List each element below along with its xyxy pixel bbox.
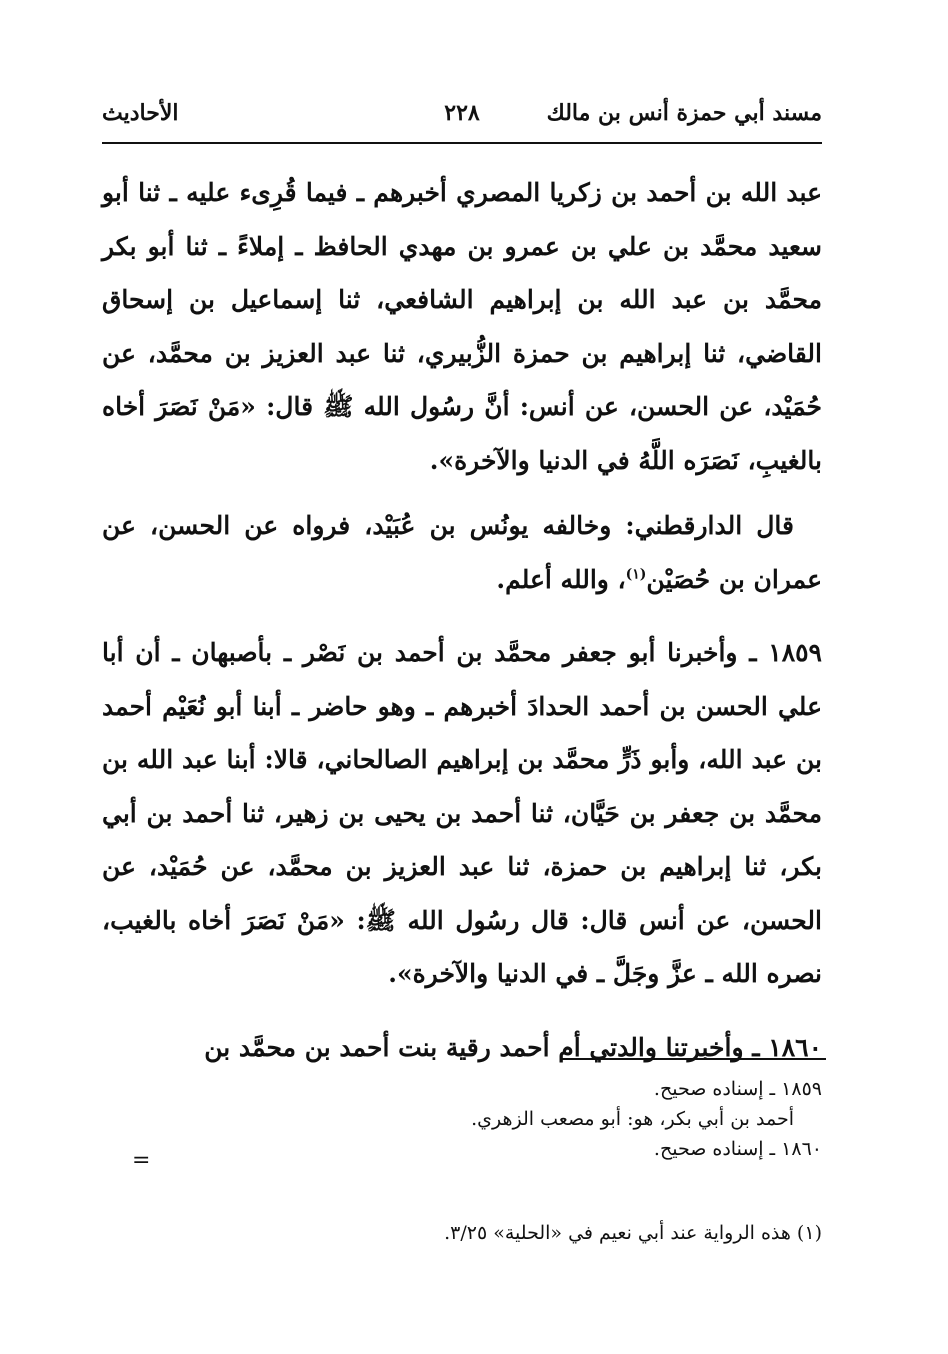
paragraph-daraqutni-comment <box>102 499 822 606</box>
section-title: الأحاديث <box>102 100 179 126</box>
note-1860: ١٨٦٠ ـ إسناده صحيح. <box>653 1138 822 1160</box>
continuation-mark: = <box>132 1148 151 1173</box>
main-text <box>102 166 822 1094</box>
editor-notes <box>102 1074 822 1164</box>
hadith-1860 <box>102 1021 822 1075</box>
page-header <box>102 92 822 144</box>
daraqutni-text-end: ، والله أعلم. <box>496 564 626 594</box>
footnote-reference: (١) <box>625 566 647 583</box>
hadith-text: ـ وأخبرنا أبو جعفر محمَّد بن أحمد بن نَصْر ـ بأصبهان ـ أن أبا علي الحسن بن أحمد الحدادَ أخبرهم ـ وهو حاضر ـ أبنا أبو نُعَيْم أحمد بن عبد الله، وأبو ذَرٍّ محمَّد بن إبراهيم الصالحاني، قالا: أبنا عبد الله بن محمَّد بن جعفر بن حَيَّان، ثنا أحمد بن يحيى بن زهير، ثنا أحمد بن أبي بكر، ثنا إبراهيم بن حمزة، ثنا عبد العزيز بن محمَّد، عن حُمَيْد، عن الحسن، عن أنس قال: قال رسُول الله ﷺ: «مَنْ نَصَرَ أخاه بالغيب، نصره الله ـ عزَّ وجَلَّ ـ في الدنيا والآخرة». <box>102 638 822 988</box>
hadith-number: ١٨٥٩ <box>768 638 822 667</box>
daraqutni-text: قال الدارقطني: وخالفه يونُس بن عُبَيْد، فرواه عن الحسن، عن عمران بن حُصَيْن <box>102 511 822 594</box>
note-1859-detail: أحمد بن أبي بكر، هو: أبو مصعب الزهري. <box>471 1108 794 1130</box>
notes-divider <box>560 1058 826 1060</box>
paragraph-isnad-continuation: عبد الله بن أحمد بن زكريا المصري أخبرهم ـ فيما قُرِىء عليه ـ ثنا أبو سعيد محمَّد بن علي بن عمرو بن مهدي الحافظ ـ إملاءً ـ ثنا أبو بكر محمَّد بن عبد الله بن إبراهيم الشافعي، ثنا إسماعيل بن إسحاق القاضي، ثنا إبراهيم بن حمزة الزُّبيري، ثنا عبد العزيز بن محمَّد، عن حُمَيْد، عن الحسن، عن أنس: أنَّ رسُول الله ﷺ قال: «مَنْ نَصَرَ أخاه بالغيبِ، نَصَرَه اللَّهُ في الدنيا والآخرة». <box>102 178 822 475</box>
book-title: مسند أبي حمزة أنس بن مالك <box>546 100 822 126</box>
page-number: ٢٢٨ <box>444 100 480 126</box>
hadith-text: ـ وأخبرتنا والدتي أم أحمد رقية بنت أحمد بن محمَّد بن <box>204 1032 760 1062</box>
hadith-number: ١٨٦٠ <box>768 1032 822 1062</box>
footnote: (١) هذه الرواية عند أبي نعيم في «الحلية» ٣/٢٥. <box>444 1222 822 1244</box>
hadith-1859 <box>102 626 822 1001</box>
note-1859: ١٨٥٩ ـ إسناده صحيح. <box>653 1078 822 1100</box>
